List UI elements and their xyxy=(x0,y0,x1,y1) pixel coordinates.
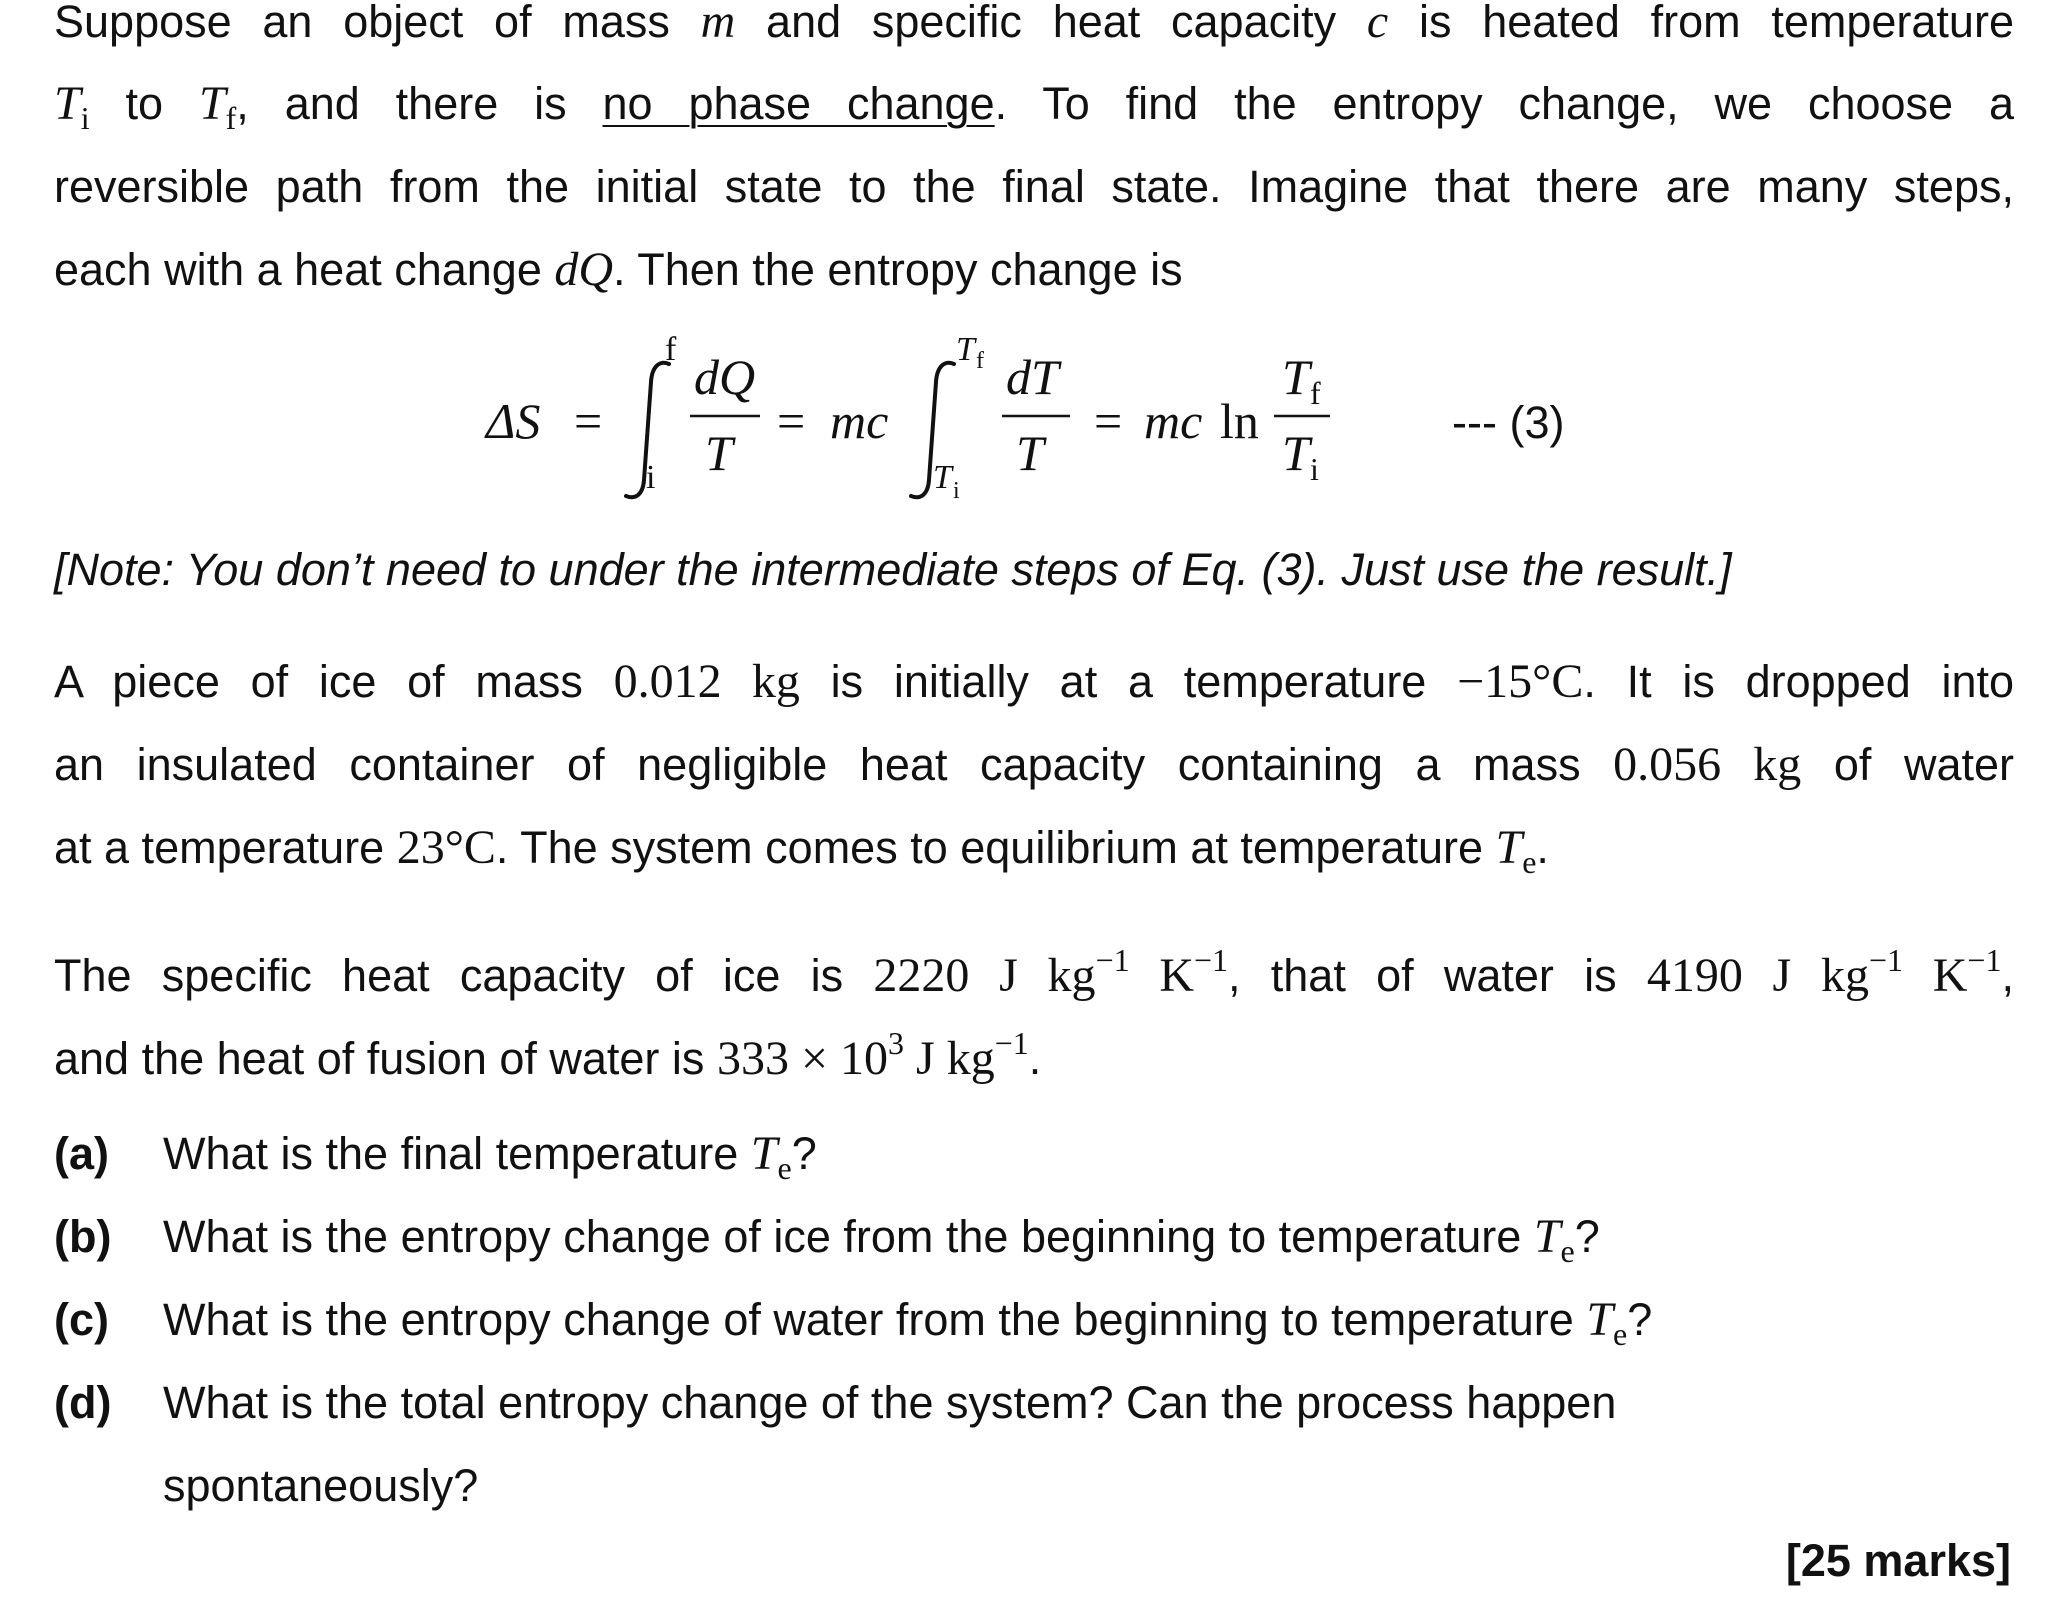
int2-lower: T xyxy=(933,459,952,496)
marks-label: [25 marks] xyxy=(1785,1535,2011,1586)
eq-mc-2: mc xyxy=(1144,393,1203,449)
intro-line-4: each with a heat change dQ. Then the entropy change is xyxy=(54,243,1183,296)
problem-line-1: A piece of ice of mass 0.012 kg is initially at a temperature −15°C. It is dropped into xyxy=(54,655,2015,708)
equation-label: --- (3) xyxy=(1452,397,1565,448)
int1-lower: i xyxy=(646,459,656,496)
question-c-label: (c) xyxy=(54,1294,109,1345)
question-c-text: What is the entropy change of water from the beginning to temperature $T_e$? xyxy=(163,1293,1653,1352)
question-a-text: What is the final temperature $T_e$? xyxy=(163,1127,817,1186)
water-mass: 0.056 kg xyxy=(1613,738,1802,791)
eq-equals-3: = xyxy=(1094,393,1123,449)
int2-upper-sub: f xyxy=(976,348,984,374)
intro-line-2: $T_i$ to $T_f$, and there is no phase change. To find the entropy change, we choose a xyxy=(54,77,2014,136)
frac2-denominator: T xyxy=(1016,425,1044,481)
frac3-numerator-sub: f xyxy=(1310,375,1321,411)
intro-line-3: reversible path from the initial state to the final state. Imagine that there are many steps, xyxy=(54,161,2014,212)
frac1-denominator: T xyxy=(705,425,733,481)
entropy-equation xyxy=(0,330,2053,520)
intro-line-1: Suppose an object of mass m and specific heat capacity c is heated from temperature xyxy=(54,0,2014,52)
constants-line-2: and the heat of fusion of water is $333 \times 10^3$ J $kg^{-1}$. xyxy=(54,1025,1042,1085)
ice-mass: 0.012 kg xyxy=(613,655,800,708)
water-temp: 23°C xyxy=(396,821,496,874)
note-text: [Note: You don’t need to under the intermediate steps of Eq. (3). Just use the result.] xyxy=(54,544,1732,595)
frac3-denominator-sub: i xyxy=(1310,451,1319,487)
question-b-text: What is the entropy change of ice from the beginning to temperature $T_e$? xyxy=(163,1210,1600,1269)
question-d-continuation: spontaneously? xyxy=(163,1460,479,1511)
math-m: m xyxy=(700,0,736,48)
constants-line-1: The specific heat capacity of ice is 2220 J $kg^{-1}$ $K^{-1}$, that of water is 4190 J $kg^{-1}$ $K^{-1}$, xyxy=(54,942,2014,1002)
eq-mc-1: mc xyxy=(830,393,889,449)
question-d-label: (d) xyxy=(54,1377,112,1428)
frac3-denominator: T xyxy=(1282,425,1310,481)
frac1-numerator: dQ xyxy=(694,349,756,405)
eq-ln: ln xyxy=(1220,393,1259,449)
int1-upper: f xyxy=(665,331,677,368)
eq-lhs: ΔS xyxy=(486,393,541,449)
problem-line-3: at a temperature 23°C. The system comes to equilibrium at temperature $T_e$. xyxy=(54,821,1549,880)
eq-equals-2: = xyxy=(777,393,806,449)
problem-line-2: an insulated container of negligible heat capacity containing a mass 0.056 kg of water xyxy=(54,738,2014,791)
underlined-phrase: no phase change xyxy=(602,78,995,129)
math-c: c xyxy=(1366,0,1389,48)
eq-equals-1: = xyxy=(574,393,603,449)
ice-temp: −15°C xyxy=(1457,655,1584,708)
question-b-label: (b) xyxy=(54,1211,112,1262)
int2-lower-sub: i xyxy=(953,478,960,504)
question-a-label: (a) xyxy=(54,1128,109,1179)
frac2-numerator: dT xyxy=(1006,349,1059,405)
question-d-text: What is the total entropy change of the system? Can the process happen xyxy=(163,1377,1617,1428)
int2-upper: T xyxy=(956,331,975,368)
frac3-numerator: T xyxy=(1282,349,1310,405)
